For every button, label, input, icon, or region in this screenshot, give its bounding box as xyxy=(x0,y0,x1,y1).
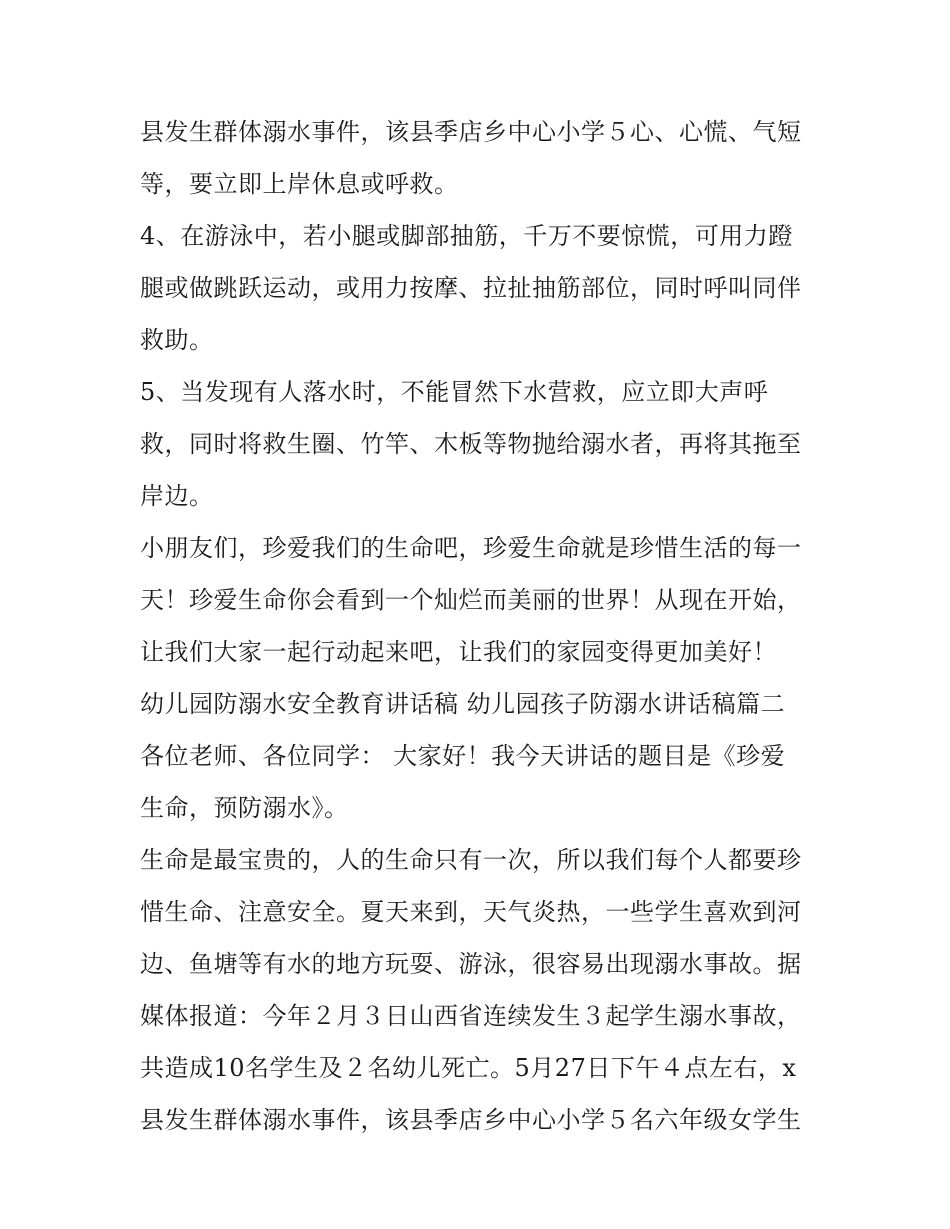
text-line: 县发生群体溺水事件，该县季店乡中心小学５名六年级女学生 xyxy=(140,1106,802,1134)
text-line: 救，同时将救生圈、竹竿、木板等物抛给溺水者，再将其拖至 xyxy=(140,430,802,458)
text-line: 4、在游泳中，若小腿或脚部抽筋，千万不要惊慌，可用力蹬 xyxy=(140,222,793,250)
text-line: 腿或做跳跃运动，或用力按摩、拉扯抽筋部位，同时呼叫同伴 xyxy=(140,274,802,302)
text-line: 惜生命、注意安全。夏天来到，天气炎热，一些学生喜欢到河 xyxy=(140,898,802,926)
text-line: 县发生群体溺水事件，该县季店乡中心小学５心、心慌、气短 xyxy=(140,118,802,146)
text-line: 天！珍爱生命你会看到一个灿烂而美丽的世界！从现在开始， xyxy=(140,586,802,614)
text-line: 岸边。 xyxy=(140,482,214,510)
text-line: 生命是最宝贵的，人的生命只有一次，所以我们每个人都要珍 xyxy=(140,846,802,874)
text-line: 媒体报道：今年２月３日山西省连续发生３起学生溺水事故， xyxy=(140,1002,802,1030)
text-line: 共造成10名学生及２名幼儿死亡。5月27日下午４点左右，x xyxy=(140,1054,797,1082)
text-line: 5、当发现有人落水时，不能冒然下水营救，应立即大声呼 xyxy=(140,378,769,406)
body-text xyxy=(140,106,820,1146)
text-line: 边、鱼塘等有水的地方玩耍、游泳，很容易出现溺水事故。据 xyxy=(140,950,802,978)
section-heading: 幼儿园防溺水安全教育讲话稿 幼儿园孩子防溺水讲话稿篇二 xyxy=(140,690,786,718)
text-line: 小朋友们，珍爱我们的生命吧，珍爱生命就是珍惜生活的每一 xyxy=(140,534,802,562)
text-line: 生命，预防溺水》。 xyxy=(140,794,349,822)
text-line: 等，要立即上岸休息或呼救。 xyxy=(140,170,459,198)
text-line: 各位老师、各位同学： 大家好！我今天讲话的题目是《珍爱 xyxy=(140,742,786,770)
text-line: 让我们大家一起行动起来吧，让我们的家园变得更加美好！ xyxy=(140,638,777,666)
text-line: 救助。 xyxy=(140,326,214,354)
